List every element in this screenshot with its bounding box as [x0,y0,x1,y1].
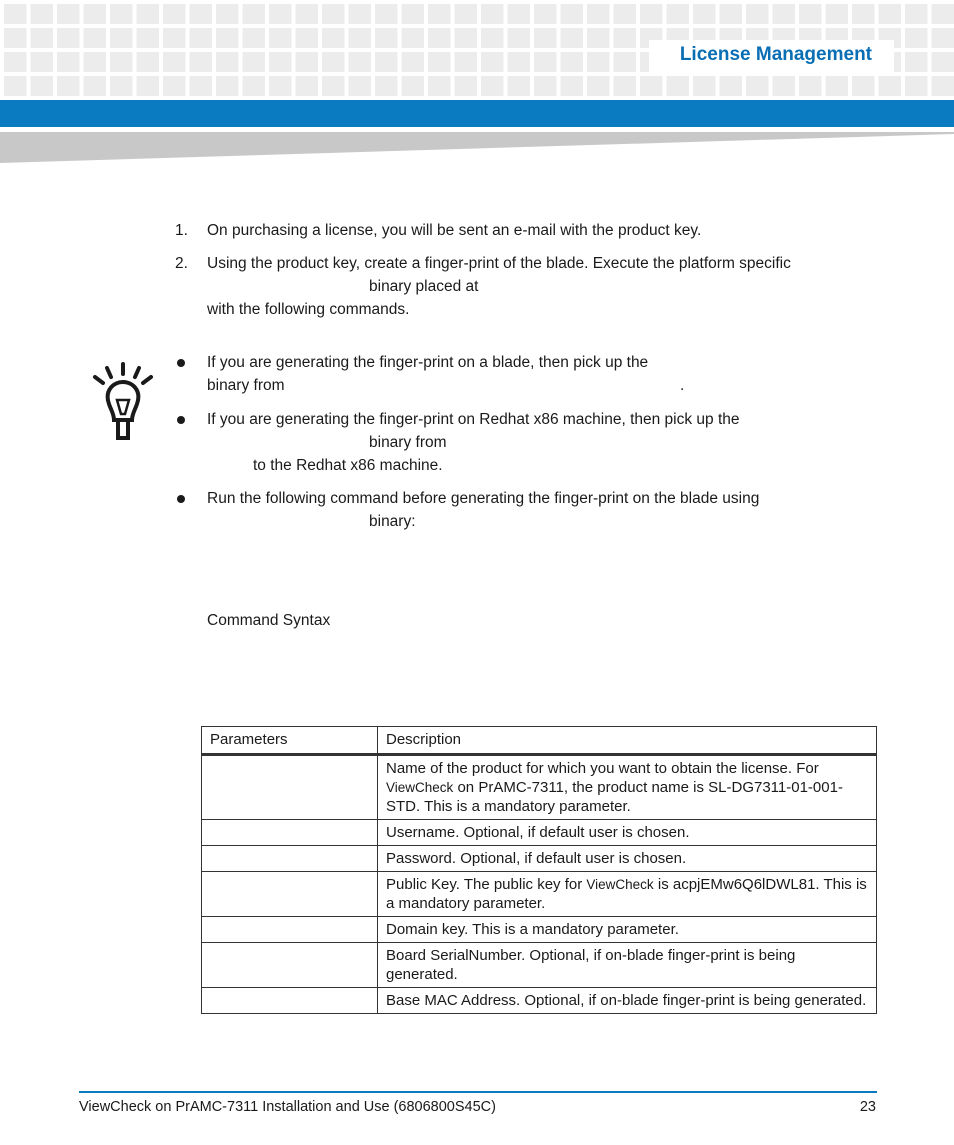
column-header-description: Description [378,727,877,755]
lightbulb-icon [90,360,156,442]
description-text: Public Key. The public key for [386,876,587,893]
note-1-line-2: binary from [207,377,285,394]
param-cell [202,943,378,988]
description-text: on PrAMC-7311, the product name is SL-DG7311-01-001-STD. This is a mandatory parameter. [386,779,843,815]
description-cell [378,988,877,1014]
command-syntax-label: Command Syntax [207,612,331,629]
table-row [202,872,877,917]
note-1-line-1: If you are generating the finger-print on a blade, then pick up the [207,354,649,371]
table-header-row [202,727,877,755]
table-row [202,988,877,1014]
description-text: Username. Optional, if default user is chosen. [386,824,690,841]
param-cell [202,820,378,846]
bullet-dot [177,359,185,367]
description-text: is acpjEMw6Q6lDWL81. This is a mandatory parameter. [386,876,867,912]
bullet-dot [177,495,185,503]
param-cell [202,846,378,872]
table-row [202,846,877,872]
description-text: Board SerialNumber. Optional, if on-blade finger-print is being generated. [386,947,796,983]
note-3-line-1: Run the following command before generating the finger-print on the blade using [207,490,760,507]
header-grey-wedge [0,127,954,163]
parameters-table [201,726,877,1014]
footer-document-title: ViewCheck on PrAMC-7311 Installation and Use (6806800S45C) [79,1099,496,1115]
param-cell [202,917,378,943]
param-cell [202,872,378,917]
table-row [202,755,877,820]
note-2-line-1: If you are generating the finger-print on Redhat x86 machine, then pick up the [207,411,740,428]
page-section-title: License Management [679,44,872,65]
step-text: On purchasing a license, you will be sent an e-mail with the product key. [207,222,702,239]
step-2-text-line-3: with the following commands. [207,301,410,318]
table-row [202,820,877,846]
description-text: Name of the product for which you want to obtain the license. For [386,760,819,777]
step-number: 1. [175,222,188,239]
step-text: Using the product key, create a finger-print of the blade. Execute the platform specific [207,255,791,272]
description-cell [378,846,877,872]
column-header-parameters: Parameters [202,727,378,755]
header-blue-bar [0,100,954,127]
note-3-line-2: binary: [369,513,416,530]
note-2-line-2: binary from [369,434,447,451]
note-1-line-3: . [680,377,685,394]
step-number: 2. [175,255,188,272]
table-row [202,943,877,988]
description-cell [378,872,877,917]
param-cell [202,988,378,1014]
description-cell [378,917,877,943]
description-text: Password. Optional, if default user is chosen. [386,850,687,867]
footer-page-number: 23 [859,1099,876,1115]
param-cell [202,755,378,820]
description-text: Base MAC Address. Optional, if on-blade finger-print is being generated. [386,992,867,1009]
footer-rule [79,1091,877,1093]
description-cell [378,820,877,846]
description-cell [378,943,877,988]
table-row [202,917,877,943]
step-2-text-line-2: binary placed at [369,278,479,295]
note-2-line-3: to the Redhat x86 machine. [253,457,443,474]
description-cell [378,755,877,820]
product-name-text: ViewCheck [586,877,654,892]
product-name-text: ViewCheck [386,780,454,795]
description-text: Domain key. This is a mandatory parameter. [386,921,679,938]
bullet-dot [177,416,185,424]
